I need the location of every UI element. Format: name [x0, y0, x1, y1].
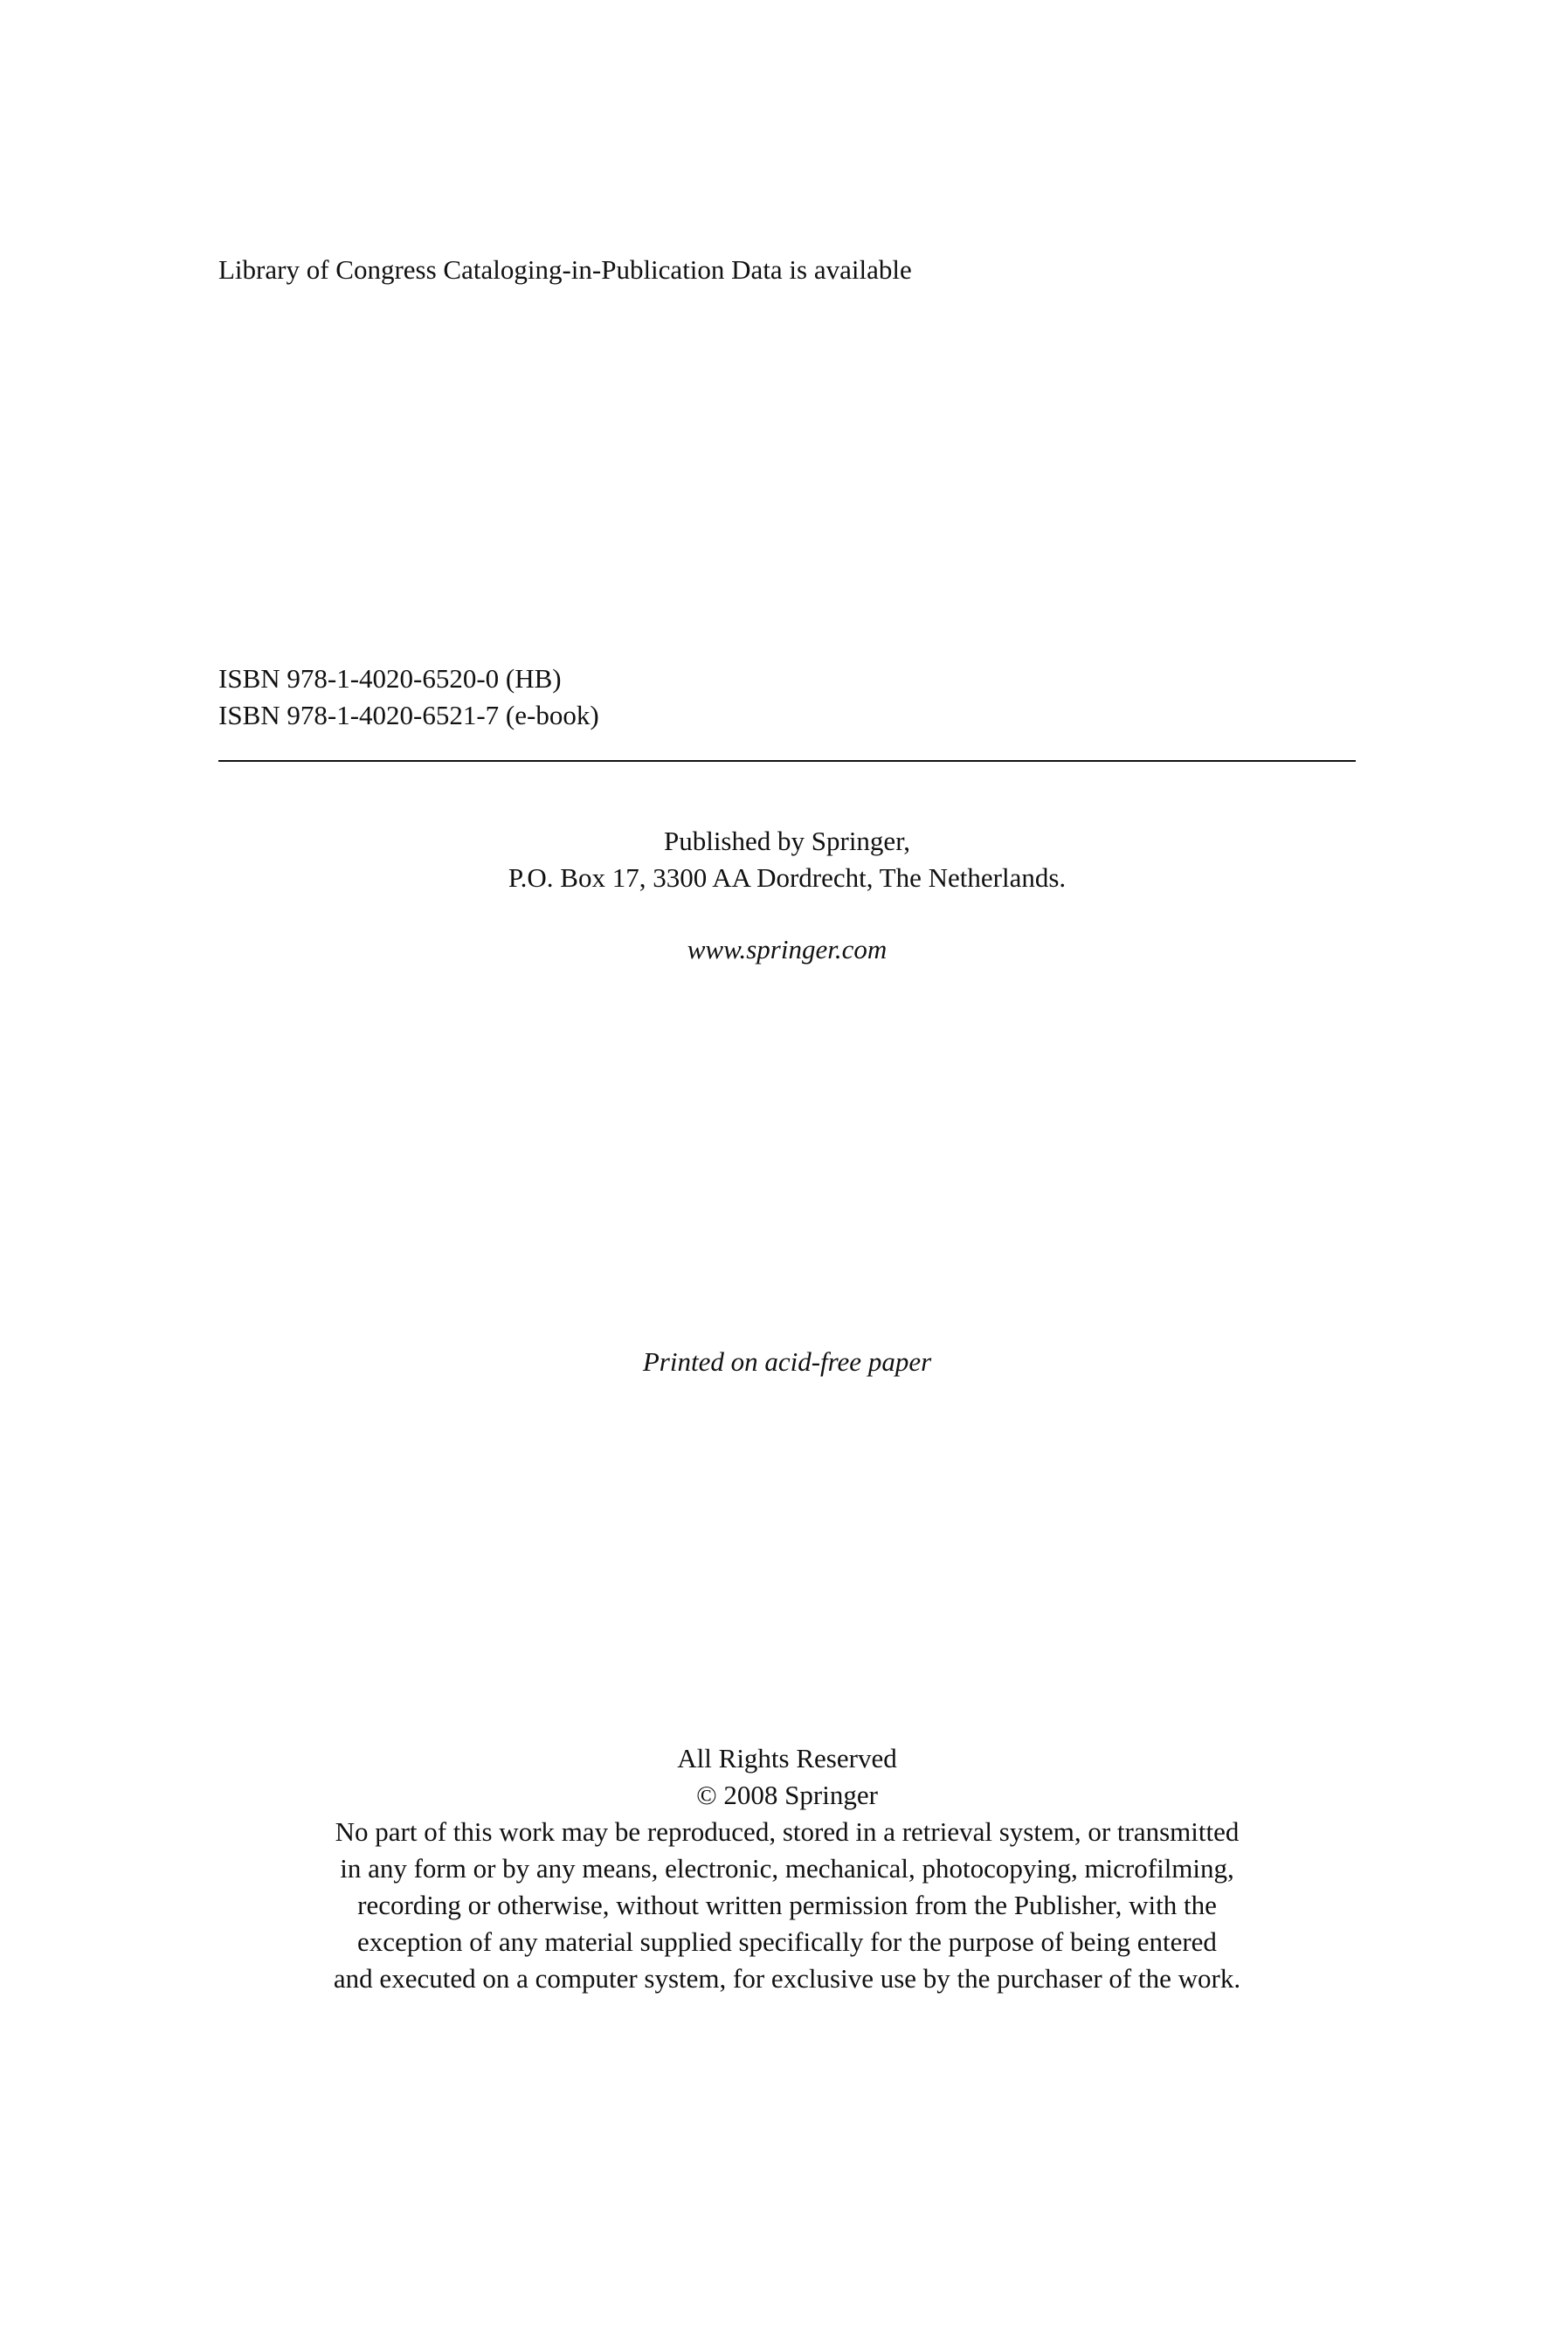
cip-note: Library of Congress Cataloging-in-Publication Data is available	[218, 254, 912, 285]
isbn-ebook: ISBN 978-1-4020-6521-7 (e-book)	[218, 700, 599, 730]
divider-rule	[218, 760, 1356, 762]
copyright-line: © 2008 Springer	[696, 1780, 878, 1810]
rights-notice-line: and executed on a computer system, for exclusive use by the purchaser of the work.	[333, 1963, 1241, 1994]
rights-notice-line: No part of this work may be reproduced, stored in a retrieval system, or transmitted	[335, 1816, 1240, 1847]
publisher-address: P.O. Box 17, 3300 AA Dordrecht, The Netherlands.	[508, 862, 1067, 893]
published-by: Published by Springer,	[663, 826, 911, 856]
rights-notice-line: in any form or by any means, electronic, mechanical, photocopying, microfilming,	[340, 1853, 1234, 1884]
rights-notice-line: recording or otherwise, without written permission from the Publisher, with the	[357, 1890, 1217, 1920]
paper-note: Printed on acid-free paper	[642, 1346, 932, 1377]
publisher-website: www.springer.com	[687, 934, 888, 964]
rights-reserved: All Rights Reserved	[677, 1743, 897, 1773]
rights-notice-line: exception of any material supplied specifically for the purpose of being entered	[357, 1926, 1217, 1957]
isbn-hardback: ISBN 978-1-4020-6520-0 (HB)	[218, 663, 562, 694]
rights-block	[218, 1740, 1356, 1997]
